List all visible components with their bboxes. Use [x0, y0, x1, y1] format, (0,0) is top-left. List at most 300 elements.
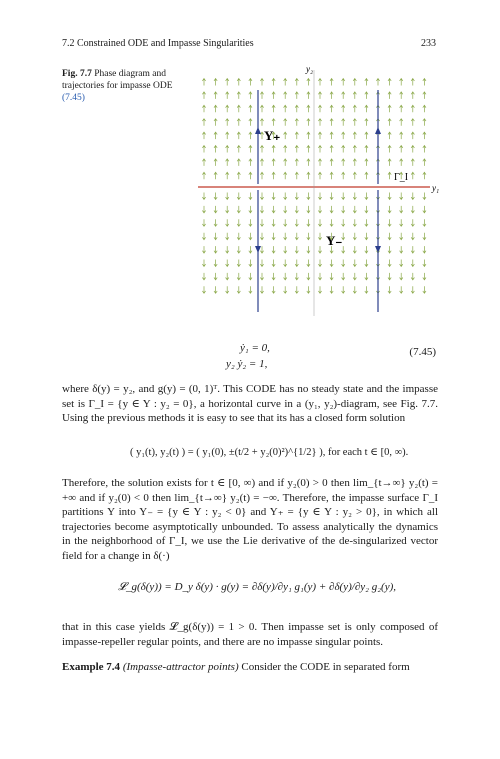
field-arrow-up: [318, 92, 321, 99]
field-arrow-up: [202, 119, 205, 126]
field-arrow-up: [260, 172, 263, 179]
field-arrow-up: [237, 119, 240, 126]
field-arrow-down: [249, 246, 252, 253]
field-arrow-down: [342, 286, 345, 293]
field-arrow-up: [284, 132, 287, 139]
paragraph-3: that in this case yields 𝓛_g(δ(y)) = 1 > 0. Then impasse set is only composed of impasse-repeller regular points, and there are no impasse singular points.: [62, 621, 438, 648]
field-arrow-down: [411, 260, 414, 267]
paragraph-2: Therefore, the solution exists for t ∈ [0, ∞) and if y₂(0) > 0 then lim_{t→∞} y₂(t) = +∞ and if y₂(0) < 0 then lim_{t→∞} y₂(t) = −∞. Therefore, the impasse surface Γ_I partitions Y into Y₋ = {y ∈ Y : y₂ < 0} and Y₊ = {y ∈ Y : y₂ > 0}, in which all trajectories become asymptotically unbounded. To assess analytically the dynamics in the neighborhood of Γ_I, we use the Lie derivative of the de-singularized vector field for a change in δ(·): [62, 477, 438, 562]
field-arrow-down: [388, 260, 391, 267]
caption-ref: (7.45): [62, 93, 85, 103]
example-label: Example 7.4: [62, 661, 121, 673]
field-arrow-down: [365, 286, 368, 293]
field-arrow-down: [353, 246, 356, 253]
field-arrow-up: [353, 172, 356, 179]
field-arrow-down: [307, 246, 310, 253]
field-arrow-up: [388, 132, 391, 139]
field-arrow-up: [423, 105, 426, 112]
example-heading: [62, 660, 438, 675]
field-arrow-down: [202, 233, 205, 240]
field-arrow-up: [226, 132, 229, 139]
field-arrow-up: [295, 92, 298, 99]
field-arrow-up: [202, 172, 205, 179]
field-arrow-up: [214, 159, 217, 166]
field-arrow-down: [318, 286, 321, 293]
field-arrow-up: [353, 146, 356, 153]
field-arrow-down: [284, 260, 287, 267]
field-arrow-down: [330, 273, 333, 280]
field-arrow-down: [400, 260, 403, 267]
field-arrow-down: [226, 233, 229, 240]
field-arrow-up: [423, 132, 426, 139]
field-arrow-up: [353, 79, 356, 86]
field-arrow-up: [411, 105, 414, 112]
field-arrow-down: [260, 219, 263, 226]
field-arrow-down: [423, 193, 426, 200]
field-arrow-down: [353, 286, 356, 293]
field-arrow-up: [214, 172, 217, 179]
field-arrow-up: [330, 132, 333, 139]
field-arrow-up: [400, 159, 403, 166]
field-arrow-down: [237, 233, 240, 240]
field-arrow-down: [411, 286, 414, 293]
field-arrow-down: [226, 246, 229, 253]
field-arrow-down: [284, 273, 287, 280]
field-arrow-up: [411, 92, 414, 99]
field-arrow-down: [400, 286, 403, 293]
field-arrow-up: [249, 132, 252, 139]
field-arrow-down: [260, 286, 263, 293]
field-arrow-up: [295, 172, 298, 179]
field-arrow-down: [249, 273, 252, 280]
equation-7-45: [200, 342, 440, 376]
example-title: (Impasse-attractor points): [122, 661, 239, 673]
field-arrow-up: [365, 172, 368, 179]
field-arrow-down: [400, 219, 403, 226]
field-arrow-down: [214, 246, 217, 253]
field-arrow-up: [318, 132, 321, 139]
field-arrow-up: [330, 146, 333, 153]
field-arrow-up: [260, 119, 263, 126]
field-arrow-down: [342, 193, 345, 200]
field-arrow-down: [388, 286, 391, 293]
field-arrow-up: [400, 105, 403, 112]
field-arrow-down: [330, 206, 333, 213]
trajectory-arrowhead: [255, 246, 261, 253]
closed-form-solution: ( y₁(t), y₂(t) ) = ( y₁(0), ±(t/2 + y₂(0)²)^{1/2} ), for each t ∈ [0, ∞).: [130, 447, 409, 458]
field-arrow-down: [388, 219, 391, 226]
field-arrow-down: [295, 193, 298, 200]
field-arrow-up: [272, 159, 275, 166]
field-arrow-down: [202, 193, 205, 200]
field-arrow-down: [272, 246, 275, 253]
field-arrow-up: [214, 132, 217, 139]
field-arrow-up: [318, 79, 321, 86]
field-arrow-up: [318, 172, 321, 179]
field-arrow-down: [226, 260, 229, 267]
field-arrow-up: [202, 132, 205, 139]
field-arrow-down: [307, 286, 310, 293]
field-arrow-down: [249, 206, 252, 213]
field-arrow-down: [272, 206, 275, 213]
field-arrow-up: [214, 146, 217, 153]
field-arrow-up: [272, 79, 275, 86]
field-arrow-up: [307, 159, 310, 166]
field-arrow-up: [202, 146, 205, 153]
field-arrow-down: [342, 206, 345, 213]
field-arrow-down: [423, 233, 426, 240]
field-arrow-up: [423, 159, 426, 166]
field-arrow-up: [423, 119, 426, 126]
field-arrow-up: [400, 119, 403, 126]
field-arrow-up: [423, 172, 426, 179]
field-arrow-up: [202, 159, 205, 166]
field-arrow-up: [307, 172, 310, 179]
field-arrow-down: [307, 219, 310, 226]
field-arrow-up: [307, 79, 310, 86]
field-arrow-up: [318, 119, 321, 126]
field-arrow-up: [353, 105, 356, 112]
field-arrow-up: [388, 146, 391, 153]
caption-text: Phase diagram and trajectories for impasse ODE: [62, 69, 173, 91]
field-arrow-up: [226, 119, 229, 126]
field-arrow-up: [353, 92, 356, 99]
field-arrow-down: [237, 246, 240, 253]
field-arrow-down: [202, 219, 205, 226]
field-arrow-down: [260, 233, 263, 240]
field-arrow-down: [307, 193, 310, 200]
field-arrow-down: [353, 193, 356, 200]
field-arrow-down: [365, 193, 368, 200]
equation-number: (7.45): [409, 346, 436, 358]
field-arrow-down: [353, 233, 356, 240]
field-arrow-up: [330, 119, 333, 126]
field-arrow-down: [214, 286, 217, 293]
field-arrow-up: [400, 132, 403, 139]
field-arrow-down: [307, 273, 310, 280]
field-arrow-up: [295, 146, 298, 153]
field-arrow-down: [260, 273, 263, 280]
field-arrow-up: [388, 105, 391, 112]
equation-line-2: y₂ ẏ₂ = 1,: [226, 358, 268, 370]
field-arrow-down: [226, 219, 229, 226]
field-arrow-up: [342, 159, 345, 166]
field-arrow-down: [284, 193, 287, 200]
field-arrow-down: [249, 260, 252, 267]
field-arrow-down: [272, 273, 275, 280]
field-arrow-down: [202, 260, 205, 267]
field-arrow-down: [318, 233, 321, 240]
field-arrow-up: [295, 105, 298, 112]
field-arrow-up: [318, 159, 321, 166]
field-arrow-up: [423, 146, 426, 153]
field-arrow-down: [237, 219, 240, 226]
field-arrow-down: [284, 246, 287, 253]
field-arrow-up: [237, 146, 240, 153]
field-arrow-up: [388, 159, 391, 166]
field-arrow-down: [272, 260, 275, 267]
field-arrow-up: [272, 105, 275, 112]
field-arrow-up: [284, 92, 287, 99]
field-arrow-up: [237, 79, 240, 86]
field-arrow-down: [400, 273, 403, 280]
field-arrow-down: [214, 219, 217, 226]
field-arrow-down: [342, 260, 345, 267]
field-arrow-down: [365, 219, 368, 226]
field-arrow-up: [272, 119, 275, 126]
field-arrow-down: [295, 273, 298, 280]
field-arrow-down: [365, 246, 368, 253]
field-arrow-down: [272, 219, 275, 226]
field-arrow-down: [400, 233, 403, 240]
field-arrow-down: [284, 219, 287, 226]
field-arrow-up: [214, 119, 217, 126]
field-arrow-down: [237, 273, 240, 280]
field-arrow-up: [318, 146, 321, 153]
field-arrow-down: [284, 286, 287, 293]
field-arrow-down: [295, 286, 298, 293]
field-arrow-down: [237, 260, 240, 267]
field-arrow-down: [411, 246, 414, 253]
field-arrow-up: [295, 79, 298, 86]
field-arrow-down: [295, 233, 298, 240]
field-arrow-down: [249, 233, 252, 240]
field-arrow-up: [202, 92, 205, 99]
field-arrow-up: [260, 146, 263, 153]
field-arrow-up: [307, 146, 310, 153]
field-arrow-down: [272, 193, 275, 200]
field-arrow-down: [318, 260, 321, 267]
trajectory-arrowhead: [375, 127, 381, 134]
field-arrow-up: [411, 79, 414, 86]
field-arrow-down: [330, 260, 333, 267]
field-arrow-down: [295, 206, 298, 213]
lie-derivative-equation: 𝓛_g(δ(y)) = D_y δ(y) · g(y) = ∂δ(y)/∂y₁ g₁(y) + ∂δ(y)/∂y₂ g₂(y),: [118, 580, 396, 593]
field-arrow-up: [284, 146, 287, 153]
field-arrow-down: [318, 273, 321, 280]
field-arrow-down: [365, 206, 368, 213]
field-arrow-down: [226, 193, 229, 200]
field-arrow-down: [388, 193, 391, 200]
field-arrow-up: [365, 146, 368, 153]
field-arrow-up: [284, 105, 287, 112]
field-arrow-up: [284, 172, 287, 179]
field-arrow-down: [388, 233, 391, 240]
field-arrow-down: [226, 206, 229, 213]
field-arrow-up: [353, 159, 356, 166]
field-arrow-down: [400, 193, 403, 200]
field-arrow-down: [342, 273, 345, 280]
field-arrow-down: [272, 286, 275, 293]
field-arrow-up: [318, 105, 321, 112]
field-arrow-down: [237, 193, 240, 200]
field-arrow-down: [342, 219, 345, 226]
field-arrow-up: [411, 132, 414, 139]
field-arrow-up: [295, 132, 298, 139]
field-arrow-up: [272, 146, 275, 153]
field-arrow-down: [388, 206, 391, 213]
field-arrow-up: [365, 92, 368, 99]
field-arrow-down: [330, 219, 333, 226]
field-arrow-up: [249, 92, 252, 99]
field-arrow-down: [423, 286, 426, 293]
field-arrow-down: [202, 246, 205, 253]
field-arrow-down: [284, 206, 287, 213]
field-arrow-down: [318, 193, 321, 200]
field-arrow-down: [295, 246, 298, 253]
caption-label: Fig. 7.7: [62, 69, 92, 79]
field-arrow-down: [400, 246, 403, 253]
field-arrow-down: [411, 206, 414, 213]
field-arrow-up: [365, 119, 368, 126]
field-arrow-down: [260, 193, 263, 200]
field-arrow-up: [260, 159, 263, 166]
field-arrow-up: [400, 146, 403, 153]
field-arrow-down: [423, 246, 426, 253]
field-arrow-down: [353, 273, 356, 280]
field-arrow-down: [365, 260, 368, 267]
field-arrow-up: [226, 159, 229, 166]
field-arrow-up: [353, 132, 356, 139]
field-arrow-up: [342, 172, 345, 179]
field-arrow-up: [342, 79, 345, 86]
field-arrow-up: [249, 146, 252, 153]
field-arrow-down: [353, 260, 356, 267]
field-arrow-down: [214, 193, 217, 200]
field-arrow-up: [237, 105, 240, 112]
field-arrow-down: [365, 273, 368, 280]
field-arrow-up: [237, 132, 240, 139]
field-arrow-up: [295, 119, 298, 126]
field-arrow-up: [411, 172, 414, 179]
field-arrow-up: [202, 105, 205, 112]
field-arrow-up: [214, 105, 217, 112]
field-arrow-up: [388, 92, 391, 99]
field-arrow-down: [330, 193, 333, 200]
field-arrow-down: [388, 273, 391, 280]
field-arrow-up: [411, 146, 414, 153]
field-arrow-up: [342, 146, 345, 153]
field-arrow-down: [214, 233, 217, 240]
field-arrow-up: [260, 105, 263, 112]
field-arrow-down: [295, 260, 298, 267]
field-arrow-up: [342, 105, 345, 112]
field-arrow-up: [411, 119, 414, 126]
field-arrow-down: [353, 206, 356, 213]
field-arrow-up: [342, 132, 345, 139]
field-arrow-up: [388, 119, 391, 126]
field-arrow-up: [388, 79, 391, 86]
field-arrow-up: [226, 92, 229, 99]
field-arrow-down: [260, 260, 263, 267]
field-arrow-down: [202, 273, 205, 280]
field-arrow-up: [237, 172, 240, 179]
field-arrow-up: [330, 105, 333, 112]
field-arrow-up: [284, 119, 287, 126]
field-arrow-down: [318, 246, 321, 253]
y1-axis-label: y₁: [432, 183, 440, 193]
field-arrow-down: [411, 233, 414, 240]
field-arrow-down: [202, 286, 205, 293]
field-arrow-up: [307, 132, 310, 139]
field-arrow-up: [272, 172, 275, 179]
field-arrow-up: [342, 119, 345, 126]
field-arrow-up: [249, 119, 252, 126]
field-arrow-up: [237, 92, 240, 99]
field-arrow-up: [423, 79, 426, 86]
region-upper-label: Y₊: [264, 128, 281, 143]
trajectory-arrowhead: [255, 127, 261, 134]
field-arrow-up: [330, 79, 333, 86]
equation-line-1: ẏ₁ = 0,: [240, 342, 270, 354]
field-arrow-down: [226, 286, 229, 293]
field-arrow-up: [365, 105, 368, 112]
field-arrow-down: [249, 286, 252, 293]
field-arrow-up: [249, 105, 252, 112]
field-arrow-up: [249, 159, 252, 166]
field-arrow-down: [295, 219, 298, 226]
field-arrow-down: [202, 206, 205, 213]
field-arrow-up: [307, 105, 310, 112]
field-arrow-up: [307, 119, 310, 126]
field-arrow-down: [237, 286, 240, 293]
field-arrow-up: [388, 172, 391, 179]
field-arrow-down: [249, 193, 252, 200]
field-arrow-down: [388, 246, 391, 253]
trajectory-arrowhead: [375, 246, 381, 253]
field-arrow-down: [272, 233, 275, 240]
field-arrow-up: [237, 159, 240, 166]
field-arrow-up: [365, 159, 368, 166]
field-arrow-down: [214, 260, 217, 267]
field-arrow-up: [260, 79, 263, 86]
paragraph-1: where δ(y) = y₂, and g(y) = (0, 1)ᵀ. This CODE has no steady state and the impasse set is Γ_I = {y ∈ Y : y₂ = 0}, a horizontal curve in a (y₁, y₂)-diagram, see Fig. 7.7. Using the previous methods it is easy to see that its has a closed form solution: [62, 383, 438, 424]
field-arrow-up: [214, 79, 217, 86]
example-text: Consider the CODE in separated form: [241, 661, 410, 673]
field-arrow-up: [307, 92, 310, 99]
field-arrow-up: [365, 79, 368, 86]
field-arrow-down: [307, 260, 310, 267]
field-arrow-down: [307, 206, 310, 213]
field-arrow-up: [214, 92, 217, 99]
region-lower-label: Y₋: [326, 233, 343, 248]
field-arrow-up: [365, 132, 368, 139]
page-number: 233: [421, 38, 436, 49]
field-arrow-down: [307, 233, 310, 240]
y2-axis-label: y₂: [306, 64, 314, 74]
field-arrow-down: [226, 273, 229, 280]
field-arrow-down: [214, 206, 217, 213]
field-arrow-up: [400, 79, 403, 86]
field-arrow-down: [284, 233, 287, 240]
field-arrow-up: [272, 92, 275, 99]
field-arrow-up: [284, 79, 287, 86]
field-arrow-up: [330, 172, 333, 179]
field-arrow-up: [342, 92, 345, 99]
field-arrow-down: [423, 206, 426, 213]
impasse-label: Γ_I: [394, 172, 409, 183]
field-arrow-down: [365, 233, 368, 240]
field-arrow-down: [353, 219, 356, 226]
figure-caption: [62, 68, 178, 104]
field-arrow-up: [202, 79, 205, 86]
field-arrow-up: [226, 172, 229, 179]
field-arrow-up: [411, 159, 414, 166]
field-arrow-up: [249, 79, 252, 86]
running-header: [62, 38, 436, 52]
field-arrow-down: [318, 206, 321, 213]
field-arrow-down: [318, 219, 321, 226]
